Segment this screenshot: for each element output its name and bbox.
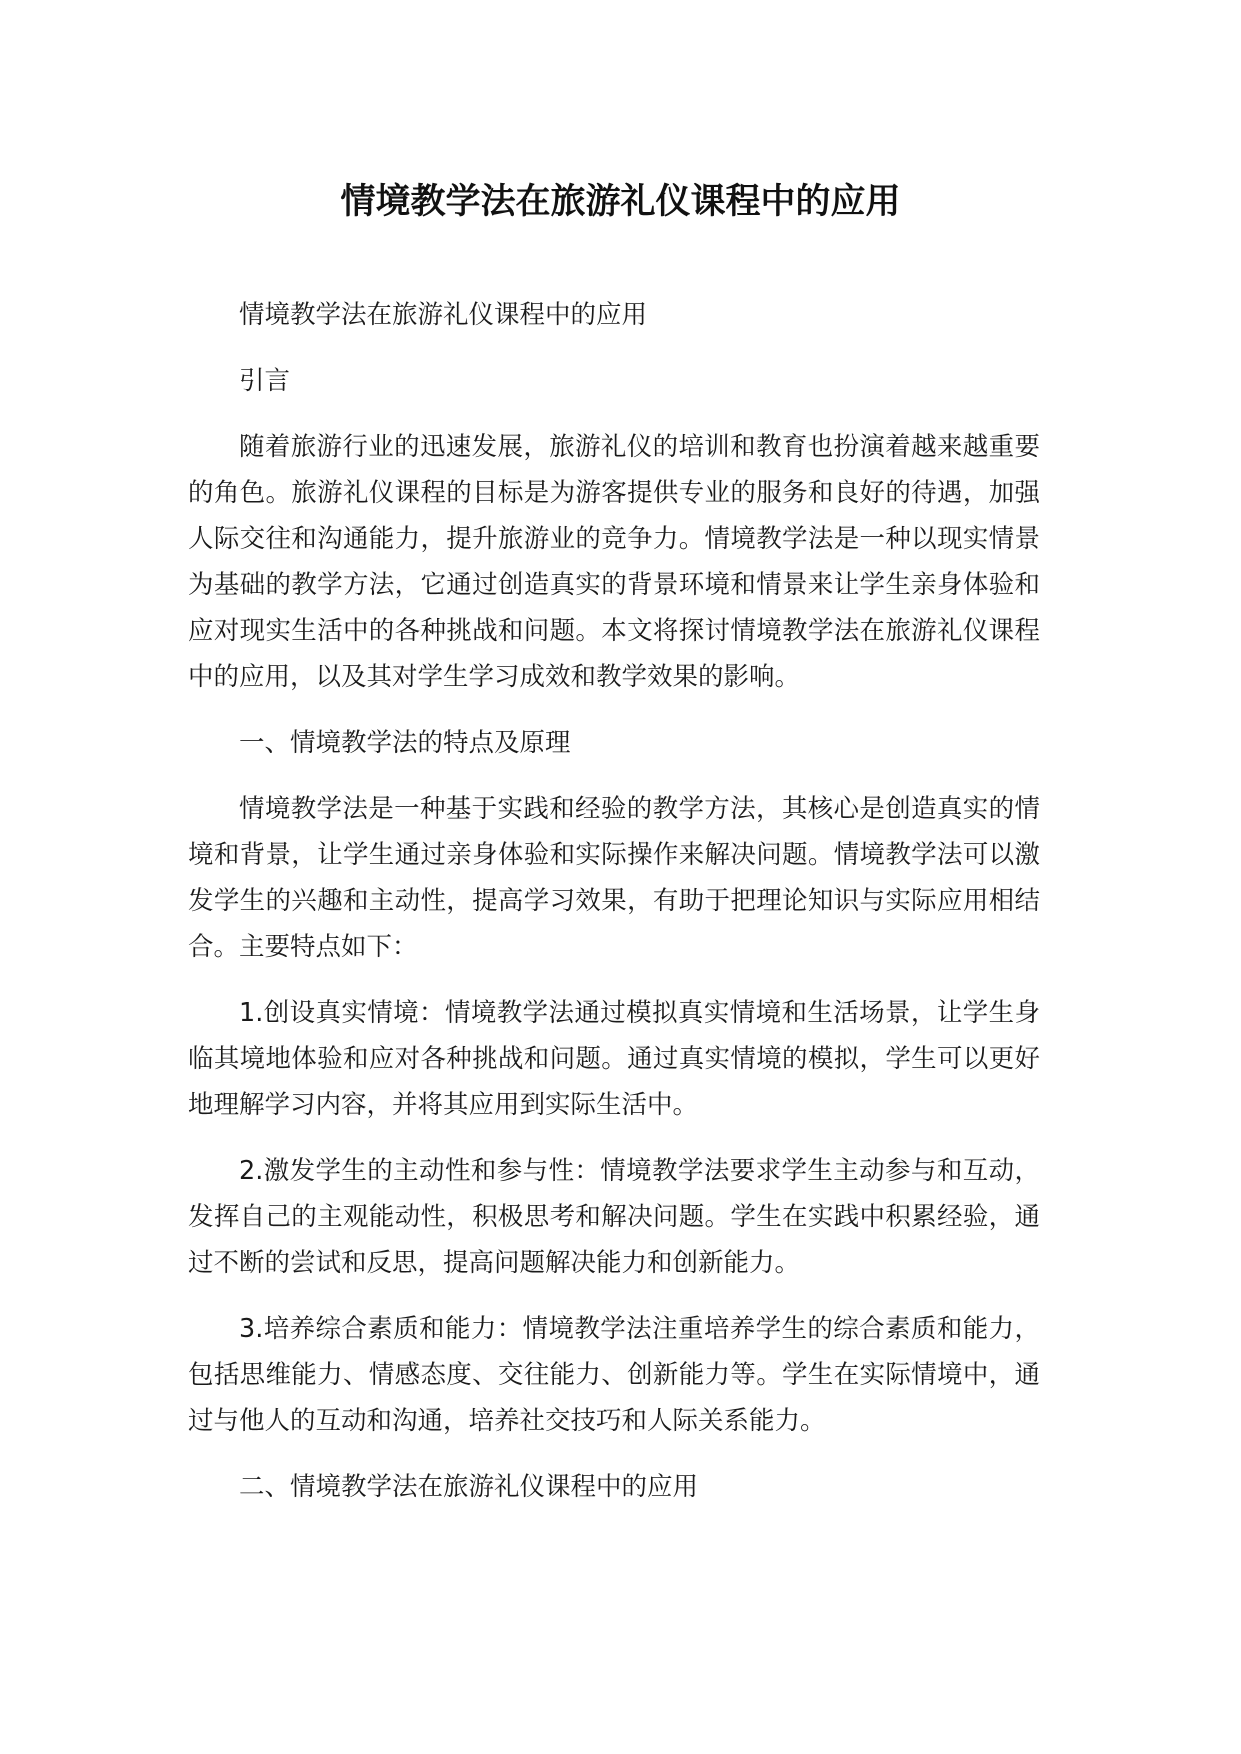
document-title: 情境教学法在旅游礼仪课程中的应用 xyxy=(340,182,901,222)
introduction-paragraph: 随着旅游行业的迅速发展，旅游礼仪的培训和教育也扮演着越来越重要的角色。旅游礼仪课程的目标是为游客提供专业的服务和良好的待遇，加强人际交往和沟通能力，提升旅游业的竞争力。情境教学法是一种以现实情景为基础的教学方法，它通过创造真实的背景环境和情景来让学生亲身体验和应对现实生活中的各种挑战和问题。本文将探讨情境教学法在旅游礼仪课程中的应用，以及其对学生学习成效和教学效果的影响。 xyxy=(188,432,1040,692)
section-heading-introduction: 引言 xyxy=(239,366,291,396)
list-item-1: 1.创设真实情境：情境教学法通过模拟真实情境和生活场景，让学生身临其境地体验和应对各种挑战和问题。通过真实情境的模拟，学生可以更好地理解学习内容，并将其应用到实际生活中。 xyxy=(188,998,1040,1120)
list-item-3: 3.培养综合素质和能力：情境教学法注重培养学生的综合素质和能力，包括思维能力、情感态度、交往能力、创新能力等。学生在实际情境中，通过与他人的互动和沟通，培养社交技巧和人际关系能力。 xyxy=(188,1314,1040,1436)
section-heading-2: 二、情境教学法在旅游礼仪课程中的应用 xyxy=(239,1472,699,1502)
subtitle-paragraph: 情境教学法在旅游礼仪课程中的应用 xyxy=(239,300,648,330)
list-item-2: 2.激发学生的主动性和参与性：情境教学法要求学生主动参与和互动，发挥自己的主观能动性，积极思考和解决问题。学生在实践中积累经验，通过不断的尝试和反思，提高问题解决能力和创新能力。 xyxy=(188,1156,1040,1278)
document-body xyxy=(188,292,1040,1530)
section-1-paragraph: 情境教学法是一种基于实践和经验的教学方法，其核心是创造真实的情境和背景，让学生通过亲身体验和实际操作来解决问题。情境教学法可以激发学生的兴趣和主动性，提高学习效果，有助于把理论知识与实际应用相结合。主要特点如下： xyxy=(188,794,1040,962)
section-heading-1: 一、情境教学法的特点及原理 xyxy=(239,728,571,758)
